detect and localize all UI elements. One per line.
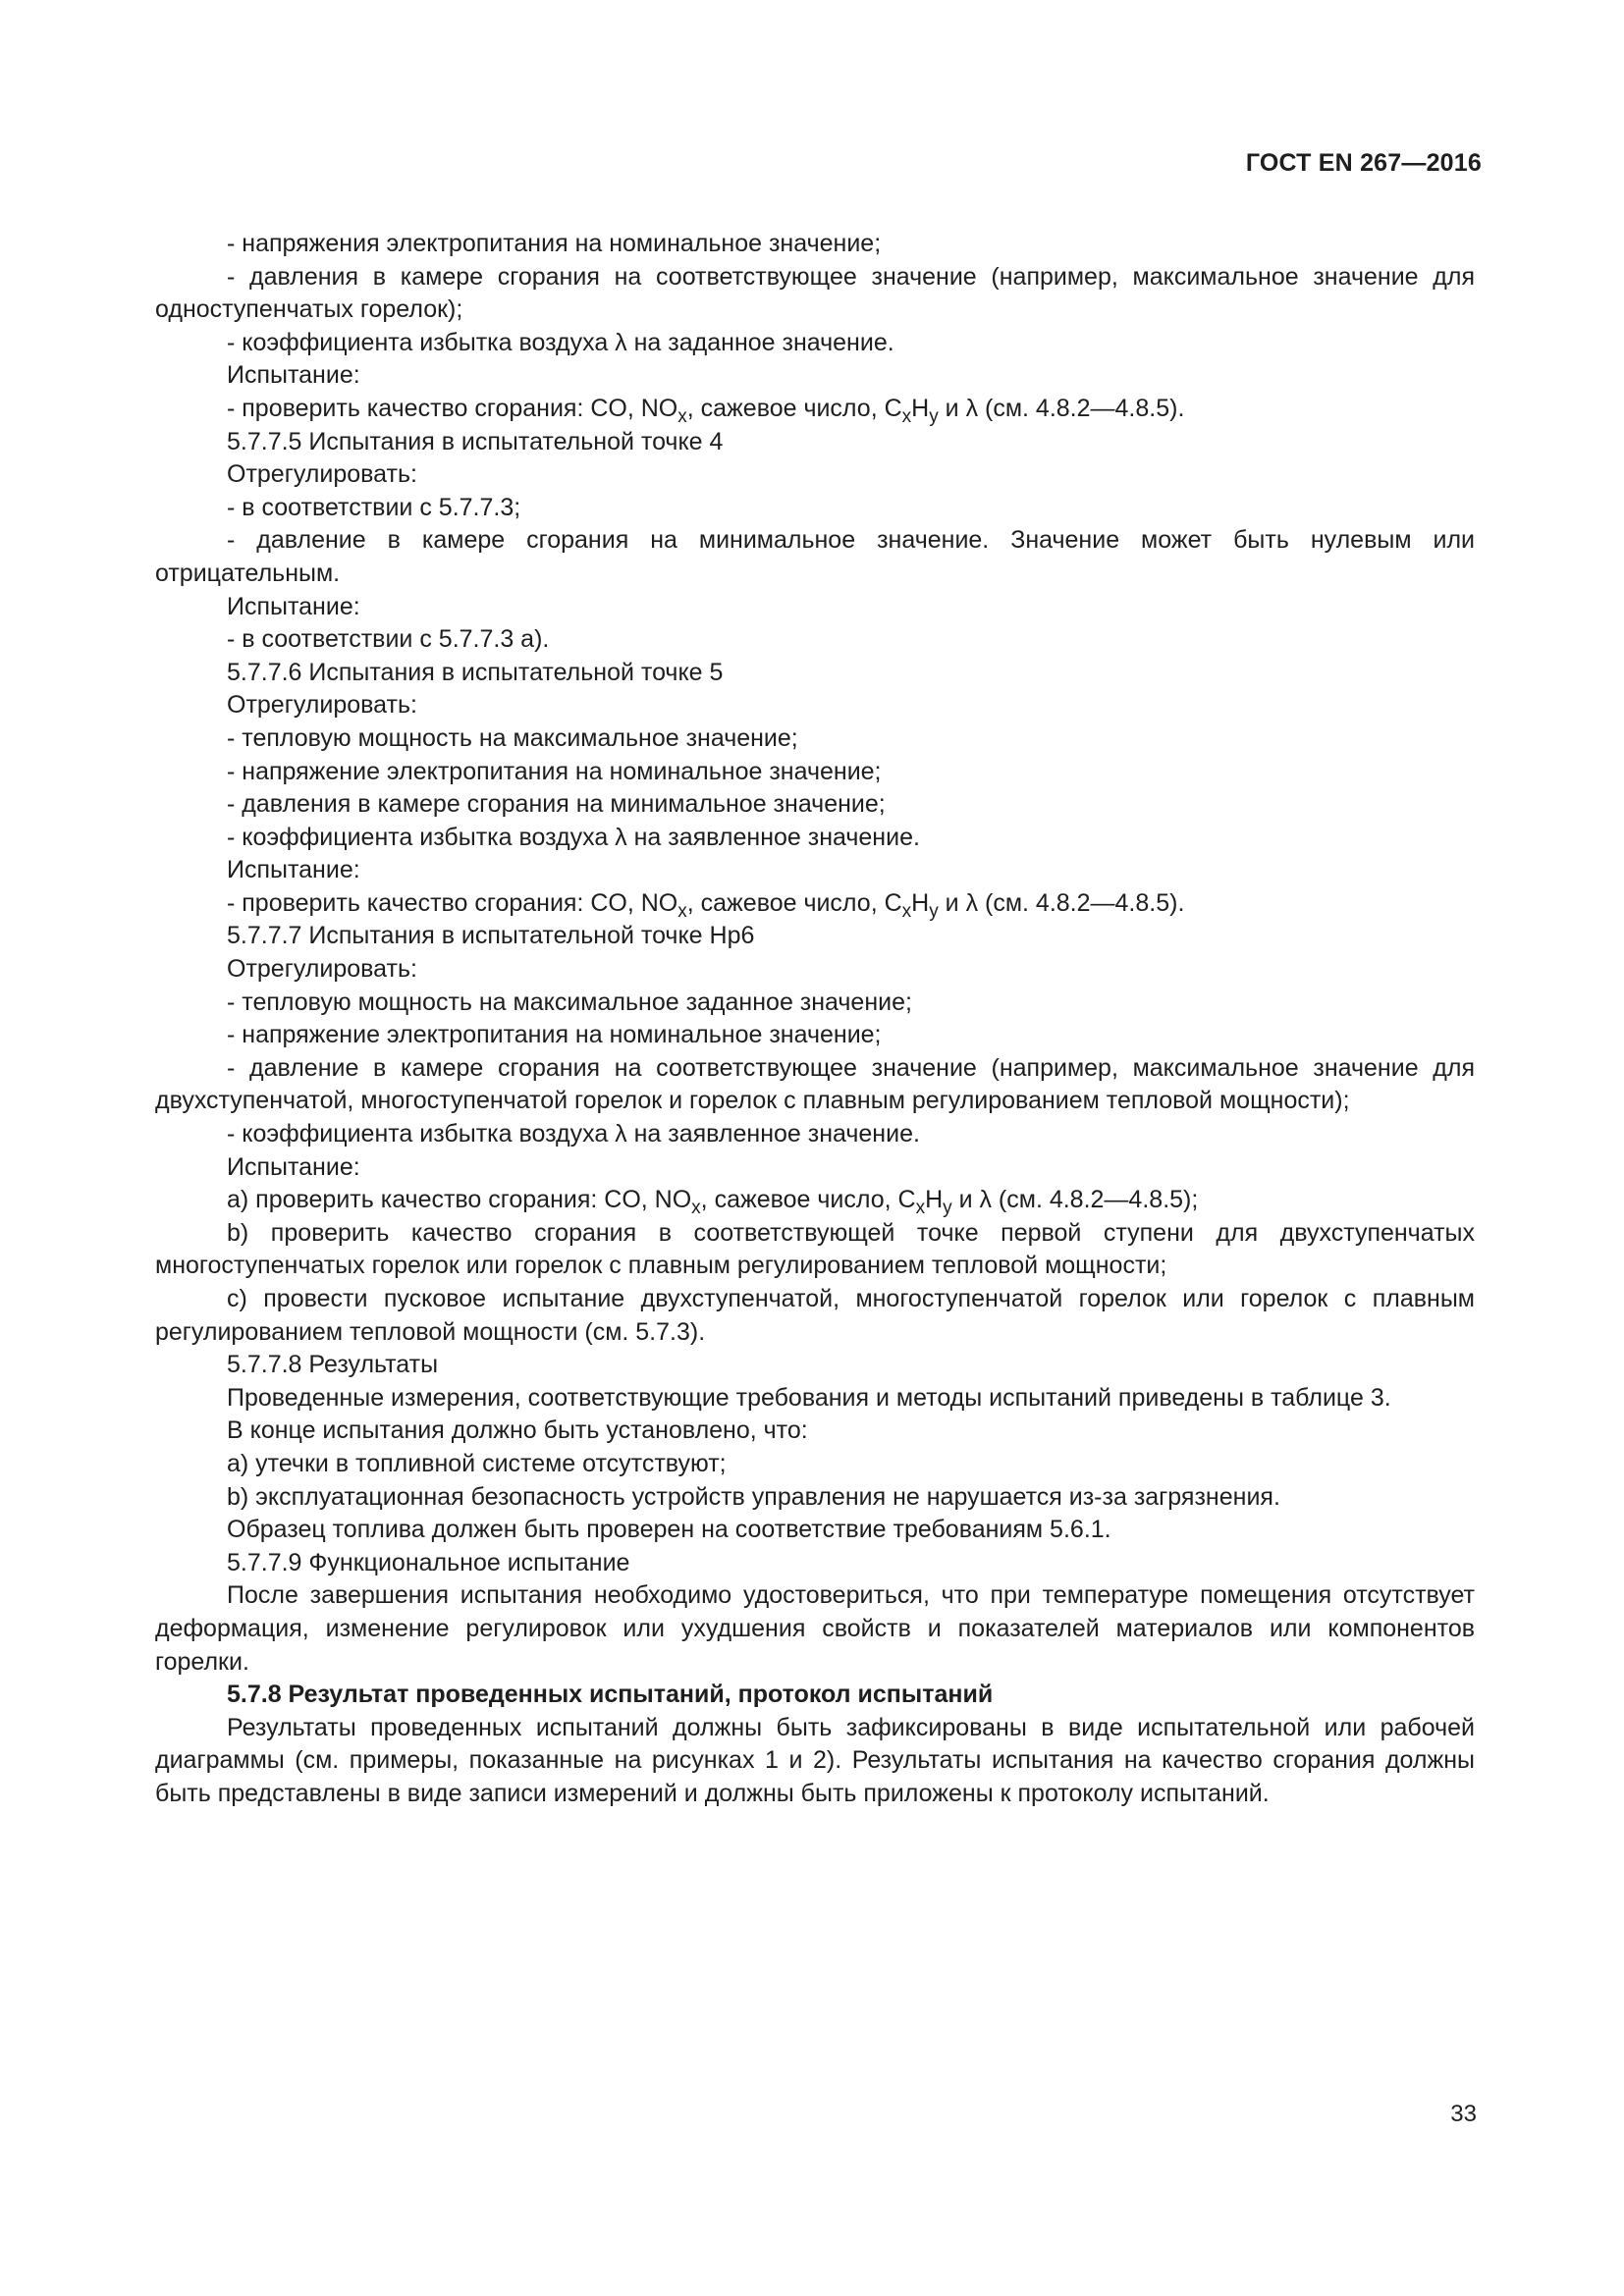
document-code-header: ГОСТ EN 267—2016 xyxy=(1245,149,1482,177)
paragraph: 5.7.7.8 Результаты xyxy=(227,1351,439,1379)
paragraph: b) эксплуатационная безопасность устройств управления не нарушается из-за загрязнения. xyxy=(227,1482,1280,1511)
paragraph: Испытание: xyxy=(227,856,360,884)
paragraph: 5.7.7.7 Испытания в испытательной точке Hp6 xyxy=(227,922,755,950)
paragraph: a) утечки в топливной системе отсутствуют; xyxy=(227,1449,727,1477)
paragraph: - напряжение электропитания на номинальное значение; xyxy=(227,1021,882,1049)
document-body xyxy=(155,228,1475,1811)
text-run: - проверить качество сгорания: CO, NO xyxy=(227,888,678,917)
paragraph: - давление в камере сгорания на соответствующее значение (например, максимальное значение для двухступенчатой, многоступенчатой горелок и горелок с плавным регулированием тепловой мощности); xyxy=(155,1053,1475,1115)
paragraph: Испытание: xyxy=(227,1152,360,1181)
text-run: H xyxy=(911,394,930,422)
section-heading: 5.7.8 Результат проведенных испытаний, протокол испытаний xyxy=(227,1681,994,1709)
text-run: и λ (см. 4.8.2—4.8.5); xyxy=(951,1186,1199,1214)
paragraph: Отрегулировать: xyxy=(227,691,417,720)
subscript: x xyxy=(677,405,687,427)
paragraph xyxy=(155,393,1475,426)
page-number: 33 xyxy=(1450,2101,1477,2127)
paragraph: Результаты проведенных испытаний должны быть зафиксированы в виде испытательной или рабочей диаграммы (см. примеры, показанные на рисунках 1 и 2). Результаты испытания на качество сгорания должны быть представлены в виде записи измерений и должны быть приложены к протоколу испытаний. xyxy=(155,1713,1475,1807)
text-run: , сажевое число, C xyxy=(686,394,902,422)
text-run: и λ (см. 4.8.2—4.8.5). xyxy=(938,394,1185,422)
paragraph: 5.7.7.5 Испытания в испытательной точке 4 xyxy=(227,427,724,455)
paragraph: - в соответствии с 5.7.7.3; xyxy=(227,493,521,521)
paragraph: - напряжение электропитания на номинальное значение; xyxy=(227,757,882,785)
paragraph: - напряжения электропитания на номинальное значение; xyxy=(227,230,882,257)
paragraph: - давления в камере сгорания на соответствующее значение (например, максимальное значение для одноступенчатых горелок); xyxy=(155,262,1475,324)
subscript: y xyxy=(929,900,939,922)
paragraph: В конце испытания должно быть установлено, что: xyxy=(227,1416,808,1445)
text-run: H xyxy=(925,1186,944,1214)
paragraph: c) провести пусковое испытание двухступенчатой, многоступенчатой горелок или горелок с плавным регулированием тепловой мощности (см. 5.7.3). xyxy=(155,1285,1475,1346)
text-run: - проверить качество сгорания: CO, NO xyxy=(227,394,678,422)
text-run: a) проверить качество сгорания: CO, NO xyxy=(227,1186,692,1214)
subscript: x xyxy=(901,900,912,922)
subscript: y xyxy=(943,1198,952,1219)
text-run: , сажевое число, C xyxy=(686,888,902,917)
subscript: x xyxy=(677,900,687,922)
text-run: , сажевое число, C xyxy=(700,1186,916,1214)
paragraph: - коэффициента избытка воздуха λ на заявленное значение. xyxy=(227,823,920,851)
subscript: x xyxy=(901,405,912,427)
text-run: H xyxy=(911,888,930,917)
paragraph: После завершения испытания необходимо удостовериться, что при температуре помещения отсутствует деформация, изменение регулировок или ухудшения свойств и показателей материалов или компонентов горелки. xyxy=(155,1581,1475,1676)
paragraph: Испытание: xyxy=(227,361,360,390)
paragraph: - давление в камере сгорания на минимальное значение. Значение может быть нулевым или отрицательным. xyxy=(155,526,1475,587)
paragraph: - коэффициента избытка воздуха λ на заявленное значение. xyxy=(227,1120,920,1148)
subscript: x xyxy=(691,1198,701,1219)
paragraph: Отрегулировать: xyxy=(227,460,417,489)
paragraph: Отрегулировать: xyxy=(227,955,417,984)
paragraph: 5.7.7.9 Функциональное испытание xyxy=(227,1548,630,1576)
paragraph: Испытание: xyxy=(227,592,360,620)
paragraph: - коэффициента избытка воздуха λ на заданное значение. xyxy=(227,328,894,356)
paragraph: - тепловую мощность на максимальное значение; xyxy=(227,723,798,752)
subscript: y xyxy=(929,405,939,427)
subscript: x xyxy=(915,1198,926,1219)
paragraph xyxy=(155,1184,1475,1217)
paragraph: Образец топлива должен быть проверен на соответствие требованиям 5.6.1. xyxy=(227,1516,1111,1544)
paragraph: 5.7.7.6 Испытания в испытательной точке 5 xyxy=(227,658,724,686)
paragraph: - тепловую мощность на максимальное заданное значение; xyxy=(227,988,912,1016)
paragraph: Проведенные измерения, соответствующие требования и методы испытаний приведены в таблице 3. xyxy=(227,1383,1391,1412)
paragraph: - давления в камере сгорания на минимальное значение; xyxy=(227,790,886,819)
text-run: и λ (см. 4.8.2—4.8.5). xyxy=(938,888,1185,917)
paragraph: - в соответствии с 5.7.7.3 а). xyxy=(227,625,550,654)
paragraph xyxy=(155,887,1475,921)
paragraph: b) проверить качество сгорания в соответствующей точке первой ступени для двухступенчатых многоступенчатых горелок или горелок с плавным регулированием тепловой мощности; xyxy=(155,1218,1475,1280)
